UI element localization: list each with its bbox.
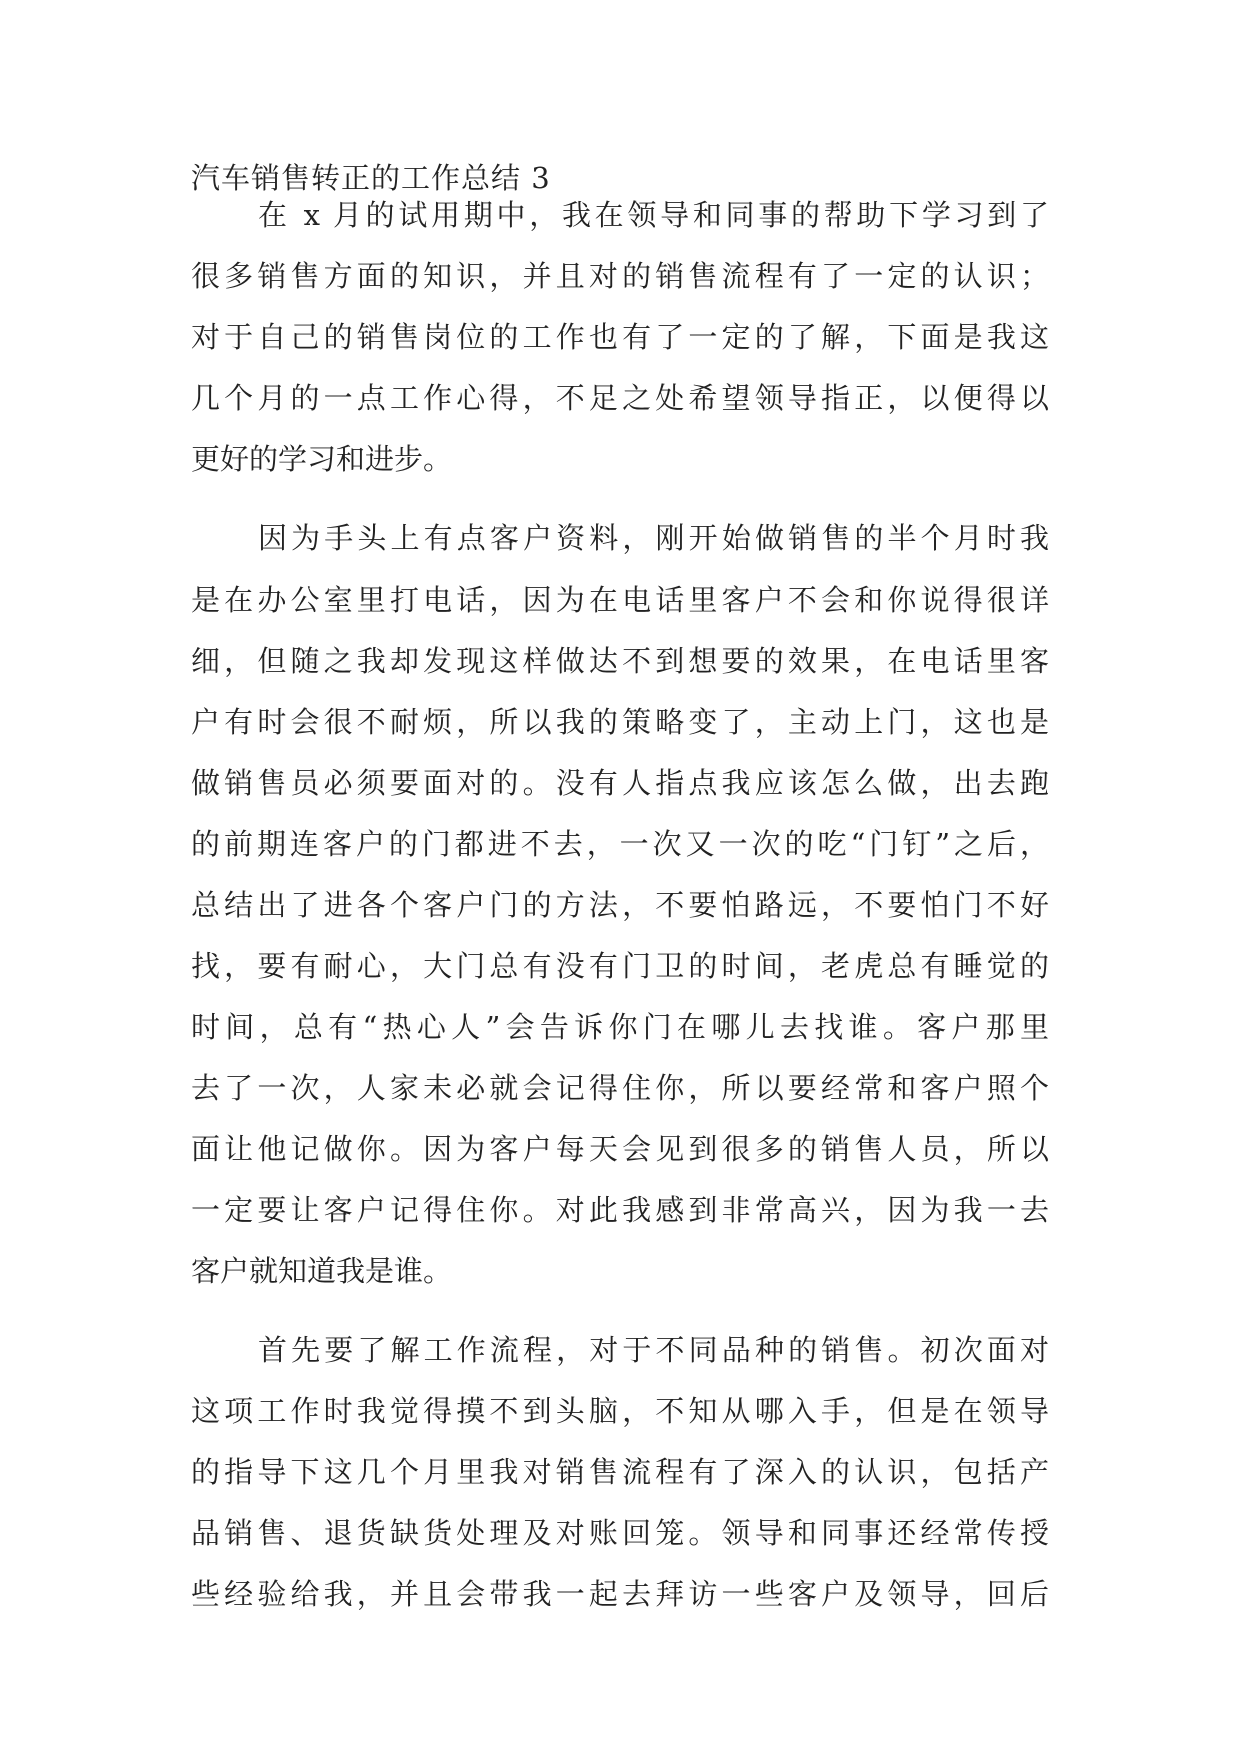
paragraph-2-line-3: 细，但随之我却发现这样做达不到想要的效果，在电话里客	[191, 644, 1049, 678]
paragraph-2-line-2: 是在办公室里打电话，因为在电话里客户不会和你说得很详	[191, 583, 1049, 617]
paragraph-2-line-13: 客户就知道我是谁。	[191, 1254, 453, 1288]
paragraph-2-line-9: 时间，总有“热心人”会告诉你门在哪儿去找谁。客户那里	[191, 1010, 1049, 1044]
paragraph-3-line-5: 些经验给我，并且会带我一起去拜访一些客户及领导，回后	[191, 1577, 1049, 1611]
paragraph-2-line-12: 一定要让客户记得住你。对此我感到非常高兴，因为我一去	[191, 1193, 1049, 1227]
document-title: 汽车销售转正的工作总结 3	[191, 161, 551, 195]
paragraph-3-line-3: 的指导下这几个月里我对销售流程有了深入的认识，包括产	[191, 1455, 1049, 1489]
paragraph-1-line-3: 对于自己的销售岗位的工作也有了一定的了解，下面是我这	[191, 320, 1049, 354]
paragraph-2-line-11: 面让他记做你。因为客户每天会见到很多的销售人员，所以	[191, 1132, 1049, 1166]
paragraph-3-line-2: 这项工作时我觉得摸不到头脑，不知从哪入手，但是在领导	[191, 1394, 1049, 1428]
paragraph-1-line-2: 很多销售方面的知识，并且对的销售流程有了一定的认识；	[191, 259, 1049, 293]
paragraph-2-line-5: 做销售员必须要面对的。没有人指点我应该怎么做，出去跑	[191, 766, 1049, 800]
paragraph-2-line-6: 的前期连客户的门都进不去，一次又一次的吃“门钉”之后，	[191, 827, 1049, 861]
paragraph-3-line-1: 首先要了解工作流程，对于不同品种的销售。初次面对	[258, 1333, 1049, 1367]
paragraph-2-line-7: 总结出了进各个客户门的方法，不要怕路远，不要怕门不好	[191, 888, 1049, 922]
paragraph-2-line-8: 找，要有耐心，大门总有没有门卫的时间，老虎总有睡觉的	[191, 949, 1049, 983]
paragraph-2-line-4: 户有时会很不耐烦，所以我的策略变了，主动上门，这也是	[191, 705, 1049, 739]
paragraph-1-line-4: 几个月的一点工作心得，不足之处希望领导指正，以便得以	[191, 381, 1049, 415]
paragraph-2-line-10: 去了一次，人家未必就会记得住你，所以要经常和客户照个	[191, 1071, 1049, 1105]
paragraph-1-line-1: 在 x 月的试用期中，我在领导和同事的帮助下学习到了	[258, 198, 1049, 232]
paragraph-1-line-5: 更好的学习和进步。	[191, 442, 453, 476]
paragraph-2-line-1: 因为手头上有点客户资料，刚开始做销售的半个月时我	[258, 521, 1049, 555]
paragraph-3-line-4: 品销售、退货缺货处理及对账回笼。领导和同事还经常传授	[191, 1516, 1049, 1550]
